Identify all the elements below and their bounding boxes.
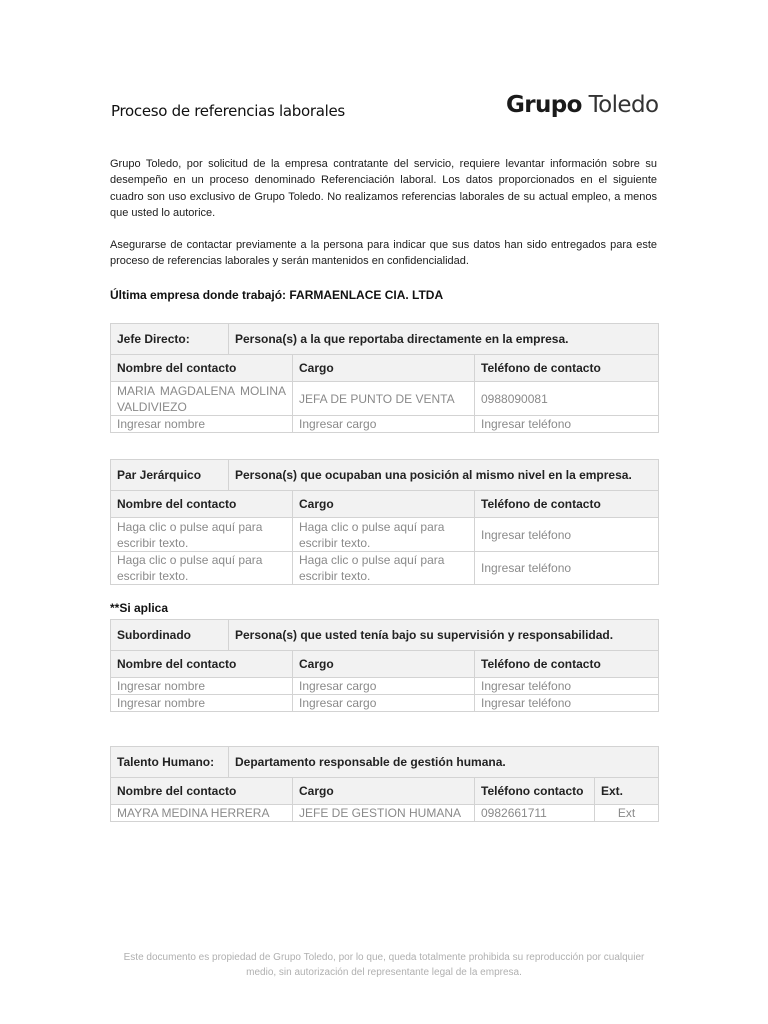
intro-paragraph-2: Asegurarse de contactar previamente a la persona para indicar que sus datos han sido entregados para este proceso de referencias laborales y serán mantenidos en confidencialidad.: [110, 239, 657, 268]
section-description: Persona(s) que usted tenía bajo su supervisión y responsabilidad.: [229, 620, 659, 651]
section-label: Jefe Directo:: [111, 324, 229, 355]
contact-name-field[interactable]: MARIA MAGDALENA MOLINA VALDIVIEZO: [111, 382, 293, 416]
subordinado-table: [110, 619, 659, 712]
contact-phone-field[interactable]: 0982661711: [475, 805, 595, 822]
column-header-role: Cargo: [293, 778, 475, 805]
contact-name-field[interactable]: Ingresar nombre: [111, 695, 293, 712]
section-label: Talento Humano:: [111, 747, 229, 778]
column-header-name: Nombre del contacto: [111, 491, 293, 518]
contact-role-field[interactable]: Haga clic o pulse aquí para escribir texto.: [293, 518, 475, 552]
contact-name-field[interactable]: Ingresar nombre: [111, 678, 293, 695]
contact-role-field[interactable]: Haga clic o pulse aquí para escribir texto.: [293, 552, 475, 585]
contact-role-field[interactable]: Ingresar cargo: [293, 695, 475, 712]
column-header-phone: Teléfono de contacto: [475, 355, 659, 382]
column-header-name: Nombre del contacto: [111, 651, 293, 678]
section-label: Par Jerárquico: [111, 460, 229, 491]
section-label: Subordinado: [111, 620, 229, 651]
jefe-directo-table: [110, 323, 659, 433]
column-header-phone: Teléfono contacto: [475, 778, 595, 805]
section-description: Departamento responsable de gestión humana.: [229, 747, 659, 778]
talento-humano-table: [110, 746, 659, 822]
column-header-role: Cargo: [293, 491, 475, 518]
contact-role-field[interactable]: Ingresar cargo: [293, 678, 475, 695]
column-header-role: Cargo: [293, 651, 475, 678]
section-description: Persona(s) que ocupaban una posición al mismo nivel en la empresa.: [229, 460, 659, 491]
contact-role-field[interactable]: JEFA DE PUNTO DE VENTA: [293, 382, 475, 416]
intro-paragraph-1: Grupo Toledo, por solicitud de la empresa contratante del servicio, requiere levantar información sobre su desempeño en un proceso denominado Referenciación laboral. Los datos proporcionados en el siguiente cuadro son uso exclusivo de Grupo Toledo. No realizamos referencias laborales de su actual empleo, a menos que usted lo autorice.: [110, 158, 657, 219]
si-aplica-note: **Si aplica: [110, 601, 169, 615]
page-title: Proceso de referencias laborales: [111, 102, 345, 120]
column-header-role: Cargo: [293, 355, 475, 382]
contact-phone-field[interactable]: Ingresar teléfono: [475, 678, 659, 695]
contact-phone-field[interactable]: Ingresar teléfono: [475, 552, 659, 585]
contact-role-field[interactable]: Ingresar cargo: [293, 416, 475, 433]
contact-phone-field[interactable]: 0988090081: [475, 382, 659, 416]
logo-word-light: Toledo: [588, 92, 659, 118]
section-description: Persona(s) a la que reportaba directamente en la empresa.: [229, 324, 659, 355]
par-jerarquico-table: [110, 459, 659, 585]
company-logo: [506, 92, 658, 118]
footer-disclaimer: Este documento es propiedad de Grupo Toledo, por lo que, queda totalmente prohibida su reproducción por cualquier medio, sin autorización del representante legal de la empresa.: [123, 952, 645, 978]
contact-ext-field[interactable]: Ext: [595, 805, 659, 822]
contact-role-field[interactable]: JEFE DE GESTION HUMANA: [293, 805, 475, 822]
contact-phone-field[interactable]: Ingresar teléfono: [475, 416, 659, 433]
contact-name-field[interactable]: Haga clic o pulse aquí para escribir texto.: [111, 552, 293, 585]
contact-phone-field[interactable]: Ingresar teléfono: [475, 695, 659, 712]
column-header-phone: Teléfono de contacto: [475, 651, 659, 678]
contact-phone-field[interactable]: Ingresar teléfono: [475, 518, 659, 552]
contact-name-field[interactable]: MAYRA MEDINA HERRERA: [111, 805, 293, 822]
last-company-heading: Última empresa donde trabajó: FARMAENLACE CIA. LTDA: [110, 288, 444, 302]
column-header-name: Nombre del contacto: [111, 778, 293, 805]
column-header-phone: Teléfono de contacto: [475, 491, 659, 518]
contact-name-field[interactable]: Ingresar nombre: [111, 416, 293, 433]
logo-word-bold: Grupo: [506, 92, 582, 118]
column-header-name: Nombre del contacto: [111, 355, 293, 382]
contact-name-field[interactable]: Haga clic o pulse aquí para escribir texto.: [111, 518, 293, 552]
column-header-ext: Ext.: [595, 778, 659, 805]
